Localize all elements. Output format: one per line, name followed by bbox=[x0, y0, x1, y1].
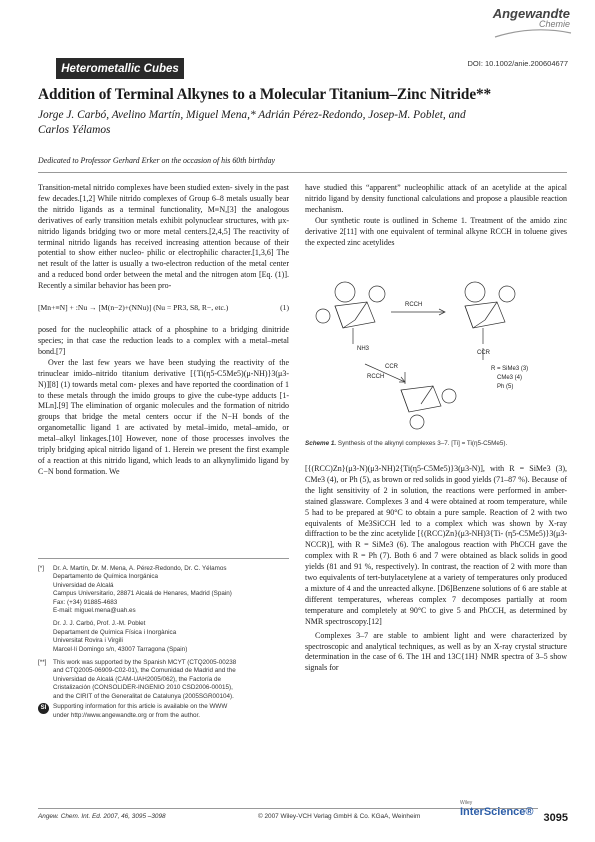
text-line: Complexes 3–7 are stable to ambient light and were bbox=[315, 630, 507, 640]
footnote-line: Cristalización (CONSOLIDER-INGENIO 2010 CSD2006-00015), bbox=[53, 684, 233, 692]
text-line: Over the last few years we have been studying the bbox=[48, 357, 230, 367]
footnote-line: Marcel·lí Domingo s/n, 43007 Tarragona (Spain) bbox=[53, 645, 188, 653]
interscience-small-label: Wiley bbox=[460, 800, 473, 806]
text-line: reactivity of the trinuclear imido–nitrido titanium derivative bbox=[38, 357, 290, 378]
text-line: (η5-C5Me5)}3(μ3-NCCR)], with R = SiMe3 (6). The analogous bbox=[305, 529, 568, 550]
copyright: © 2007 Wiley-VCH Verlag GmbH & Co. KGaA, Weinheim bbox=[258, 813, 421, 820]
author-line: Jorge J. Carbó, Avelino Martín, Miguel Mena,* Adrián Pérez-Redondo, Josep-M. Poblet, and bbox=[38, 109, 466, 121]
text-line: linkages.[10] However, none of those processes involves the bbox=[79, 434, 289, 444]
page-number: 3095 bbox=[543, 812, 568, 824]
text-line: reaction with PhCCH gave the complex with R = Ph (7). Both bbox=[305, 540, 568, 561]
cube-3-5-icon bbox=[465, 282, 515, 360]
left-column bbox=[38, 183, 289, 478]
text-line: acetylide at the apical nitrido ligand by density functional bbox=[305, 183, 568, 203]
footnote-supporting-info bbox=[38, 703, 289, 720]
footnote-mark: [*] bbox=[38, 565, 44, 572]
text-line: well as by an X-ray crystal structure determination in the case bbox=[305, 641, 567, 662]
text-line: than two equivalents of tert-butylacetylene at a variety of bbox=[305, 562, 568, 583]
scheme-label: Ph (5) bbox=[497, 384, 514, 390]
doi-link[interactable]: DOI: 10.1002/anie.200604677 bbox=[467, 59, 568, 68]
interscience-logo[interactable] bbox=[460, 800, 540, 822]
text-line: SiMe3 (3), CMe3 (4), or Ph (5), as brown or red solids in bbox=[305, 464, 567, 484]
footnote-acknowledgment bbox=[38, 659, 289, 701]
scheme-label: CCR bbox=[385, 364, 398, 370]
text-line: temperature, while 5 had to be prepared at 90°C to obtain a bbox=[305, 496, 568, 517]
cube-2-icon bbox=[316, 282, 385, 344]
text-line: and a reduced bond order between the metal and the nitrogen bbox=[38, 270, 239, 280]
footnote-line: Campus Universitario, 28871 Alcalá de Henares, Madrid (Spain) bbox=[53, 590, 232, 598]
paragraph bbox=[305, 216, 567, 249]
paragraph bbox=[305, 631, 567, 675]
section-label: Heterometallic Cubes bbox=[61, 62, 179, 75]
footnote-line: Supporting information for this article is available on the WWW bbox=[53, 703, 228, 711]
text-line: with a metal–metal bond.[7] bbox=[38, 335, 290, 356]
footnote-line: This work was supported by the Spanish MCYT (CTQ2005-00238 bbox=[53, 659, 237, 667]
text-line: of 6. The 1H and 13C{1H} NMR spectra of 3–5 show signals for bbox=[305, 652, 567, 673]
text-line: attention because of their potential to show either nucleo- bbox=[38, 237, 290, 258]
scheme-label: NH3 bbox=[357, 346, 370, 352]
footnote-line: Departamento de Química Inorgánica bbox=[53, 573, 159, 581]
text-line: centers occur if the N−H bonds of the organometallic ligand 1 bbox=[38, 412, 289, 433]
text-line: atom [Eq. (1)]. Recently a similar behavior has been pro- bbox=[38, 270, 290, 291]
paragraph bbox=[38, 325, 289, 358]
text-line: plexes and have reported the coordination of 1 to these bbox=[38, 379, 290, 400]
footnote-line: Universitat Rovira i Virgili bbox=[53, 637, 123, 645]
footnote-line: Departament de Química Física i Inorgànica bbox=[53, 628, 177, 636]
text-line: triply bridging apical nitrido ligand of 1. Herein we present bbox=[38, 445, 232, 455]
text-line: dinitride species; in that case the reduction leads to a complex bbox=[38, 325, 290, 345]
text-line: Our synthetic route is outlined in Scheme 1. Treatment of bbox=[315, 215, 514, 225]
footnote-line: Fax: (+34) 91885-4683 bbox=[53, 598, 118, 606]
text-line: PhCCH, as determined by NMR spectroscopy.[12] bbox=[305, 605, 568, 626]
scheme-label: CMe3 (4) bbox=[497, 375, 523, 381]
text-line: are activated by metal–imido, metal–amido, or metal–alkyl bbox=[38, 423, 289, 444]
text-line: sively in the past few decades.[1,2] While nitrido complexes of bbox=[38, 183, 289, 203]
scheme-1-diagram bbox=[305, 272, 567, 432]
text-line: and the formation of nitrido groups that bridge the metal bbox=[38, 401, 289, 422]
scheme-caption-text: Synthesis of the alkynyl complexes 3–7. [Ti] = Ti(η5-C5Me5). bbox=[337, 440, 508, 447]
scheme-label: R = SiMe3 (3) bbox=[491, 366, 529, 372]
footnotes bbox=[38, 558, 289, 720]
equation-expression: [Mn+≡N] + :Nu → [M(n−2)+(NNu)] (Nu = PR3, S8, R−, etc.) bbox=[38, 303, 229, 313]
scheme-label: RCCH bbox=[367, 374, 385, 380]
footnote-line: and CTQ2005-06909-C02-01), the Comunidad de Madrid and the bbox=[53, 667, 236, 675]
journal-swoosh-icon bbox=[493, 27, 573, 41]
text-line: Group 6–8 metals usually bear the nitrido ligands as a bbox=[38, 193, 290, 214]
scheme-label: RCCH bbox=[405, 302, 423, 308]
text-line: [{Ti(η5-C5Me5)(μ-NH)}3(μ3-N)][8] (1) towards metal com- bbox=[38, 368, 290, 389]
section-banner bbox=[56, 58, 184, 79]
journal-logo bbox=[493, 6, 570, 29]
footnote-mark: [**] bbox=[38, 659, 47, 667]
paragraph bbox=[305, 183, 567, 216]
text-line: pure sample. Reaction of 2 with two equivalents of bbox=[305, 507, 568, 528]
paragraph bbox=[38, 183, 289, 292]
text-line: diffraction to be the zinc acetylide [{(RCC)Zn}(μ3-NH)3{Ti- bbox=[305, 529, 504, 539]
footnote-line: Dr. A. Martín, Dr. M. Mena, A. Pérez-Redondo, Dr. C. Yélamos bbox=[53, 565, 227, 572]
footnote-line: Universidad de Alcalá bbox=[53, 581, 114, 589]
text-line: 6 and 7 were obtained as black solids in good yields (81 and bbox=[305, 551, 568, 572]
text-line: have studied this “apparent” nucleophilic attack of an bbox=[305, 183, 489, 192]
footnote-link[interactable]: under http://www.angewandte.org or from the author. bbox=[53, 711, 201, 719]
text-line: glassware. Complexes 3 and 4 were obtained at room bbox=[330, 496, 505, 506]
paragraph bbox=[38, 358, 289, 478]
text-line: nitrido ligands bridging two or more metal centers.[2,4,5] The bbox=[38, 226, 246, 236]
article-title: Addition of Terminal Alkynes to a Molecular Titanium–Zinc Nitride** bbox=[38, 86, 492, 103]
text-line: the amido zinc derivative 2[11] with one equivalent of terminal bbox=[305, 215, 567, 236]
footnote-line: Dr. J. J. Carbó, Prof. J.-M. Poblet bbox=[53, 620, 146, 628]
text-line: calculations and propose a plausible reaction mechanism. bbox=[305, 193, 568, 214]
text-line: philic or electrophilic character.[1,3,6] The net result of the bbox=[38, 248, 290, 269]
text-line: the first example of a reaction at this nitrido ligand, which bbox=[38, 445, 290, 465]
footnote-line: and the CIRIT of the Generalitat de Catalunya (2005SGR00104). bbox=[53, 692, 234, 700]
text-line: metals through the imido groups to give the cube-type bbox=[66, 390, 250, 400]
text-line: good yields (71–87 %). Because of the light sensitivity of 2 in bbox=[305, 474, 568, 495]
text-line: posed for the nucleophilic attack of a phosphine to a bridging bbox=[38, 325, 258, 335]
equation bbox=[38, 300, 289, 318]
footnote-affiliations bbox=[38, 565, 289, 654]
email-link[interactable]: E-mail: miguel.mena@uah.es bbox=[53, 607, 136, 615]
text-line: Me3SiCCH led to a complex which was shown by X-ray bbox=[358, 518, 567, 528]
scheme-caption-label: Scheme 1. bbox=[305, 440, 337, 447]
supporting-info-icon: SI bbox=[38, 703, 49, 714]
right-column bbox=[305, 183, 567, 248]
text-line: latter is usually a two-electron reduction of the metal center bbox=[92, 259, 290, 269]
text-line: room temperature and completely at 90°C to give 5 and bbox=[305, 594, 567, 615]
text-line: terminal functionality, M≡N,[3] the analogous derivatives of bbox=[38, 204, 289, 225]
text-line: reactivity of terminal nitrido ligands has received increasing bbox=[38, 226, 290, 247]
journal-logo-sub: Chemie bbox=[538, 19, 570, 29]
author-list bbox=[38, 108, 558, 138]
text-line: alkyne RCCH in toluene gives the expected zinc acetylides bbox=[305, 226, 568, 247]
divider bbox=[38, 172, 567, 173]
scheme-label: CCR bbox=[477, 350, 490, 356]
paragraph bbox=[305, 464, 567, 628]
text-line: adducts [1-MLn].[9] The elimination of organic molecules bbox=[38, 390, 289, 411]
cube-6-7-icon bbox=[401, 372, 456, 429]
text-line: characterized by spectroscopic and analytical techniques, as bbox=[305, 630, 567, 651]
scheme-caption bbox=[305, 440, 567, 447]
text-line: [{(RCC)Zn}(μ3-N)(μ3-NH)2{Ti(η5-C5Me5)}3(μ3-N)], with R = bbox=[305, 464, 525, 473]
text-line: leads to an alkynylimido ligand by C−N bond formation. We bbox=[38, 455, 290, 476]
text-line: temperatures only produced a mixture of 4 and the unreacted bbox=[305, 573, 568, 593]
author-line: Carlos Yélamos bbox=[38, 124, 111, 136]
text-line: temperatures, whereas complex 7 decomposes partially at bbox=[338, 594, 545, 604]
interscience-label: InterScience® bbox=[460, 806, 534, 818]
equation-number: (1) bbox=[280, 303, 289, 313]
text-line: 91 %, respectively). In contrast, the reaction of 2 with more bbox=[354, 562, 551, 572]
text-line: Transition-metal nitrido complexes have been studied exten- bbox=[38, 183, 233, 192]
footnote-line: Universidad de Alcalá (CAM-UAH2005/062), the Factoría de bbox=[53, 675, 221, 683]
text-line: solution, the reactions were performed in amber-stained bbox=[305, 485, 568, 506]
citation: Angew. Chem. Int. Ed. 2007, 46, 3095 –3098 bbox=[38, 813, 166, 820]
right-column-continued bbox=[305, 464, 567, 674]
journal-logo-name: Angewandte bbox=[492, 6, 570, 21]
text-line: alkyne. [D6]Benzene solutions of 6 are stable at different bbox=[305, 583, 568, 604]
text-line: early transition metals exhibit polynuclear structures, with μx- bbox=[85, 215, 289, 225]
dedication: Dedicated to Professor Gerhard Erker on the occasion of his 60th birthday bbox=[38, 156, 276, 165]
